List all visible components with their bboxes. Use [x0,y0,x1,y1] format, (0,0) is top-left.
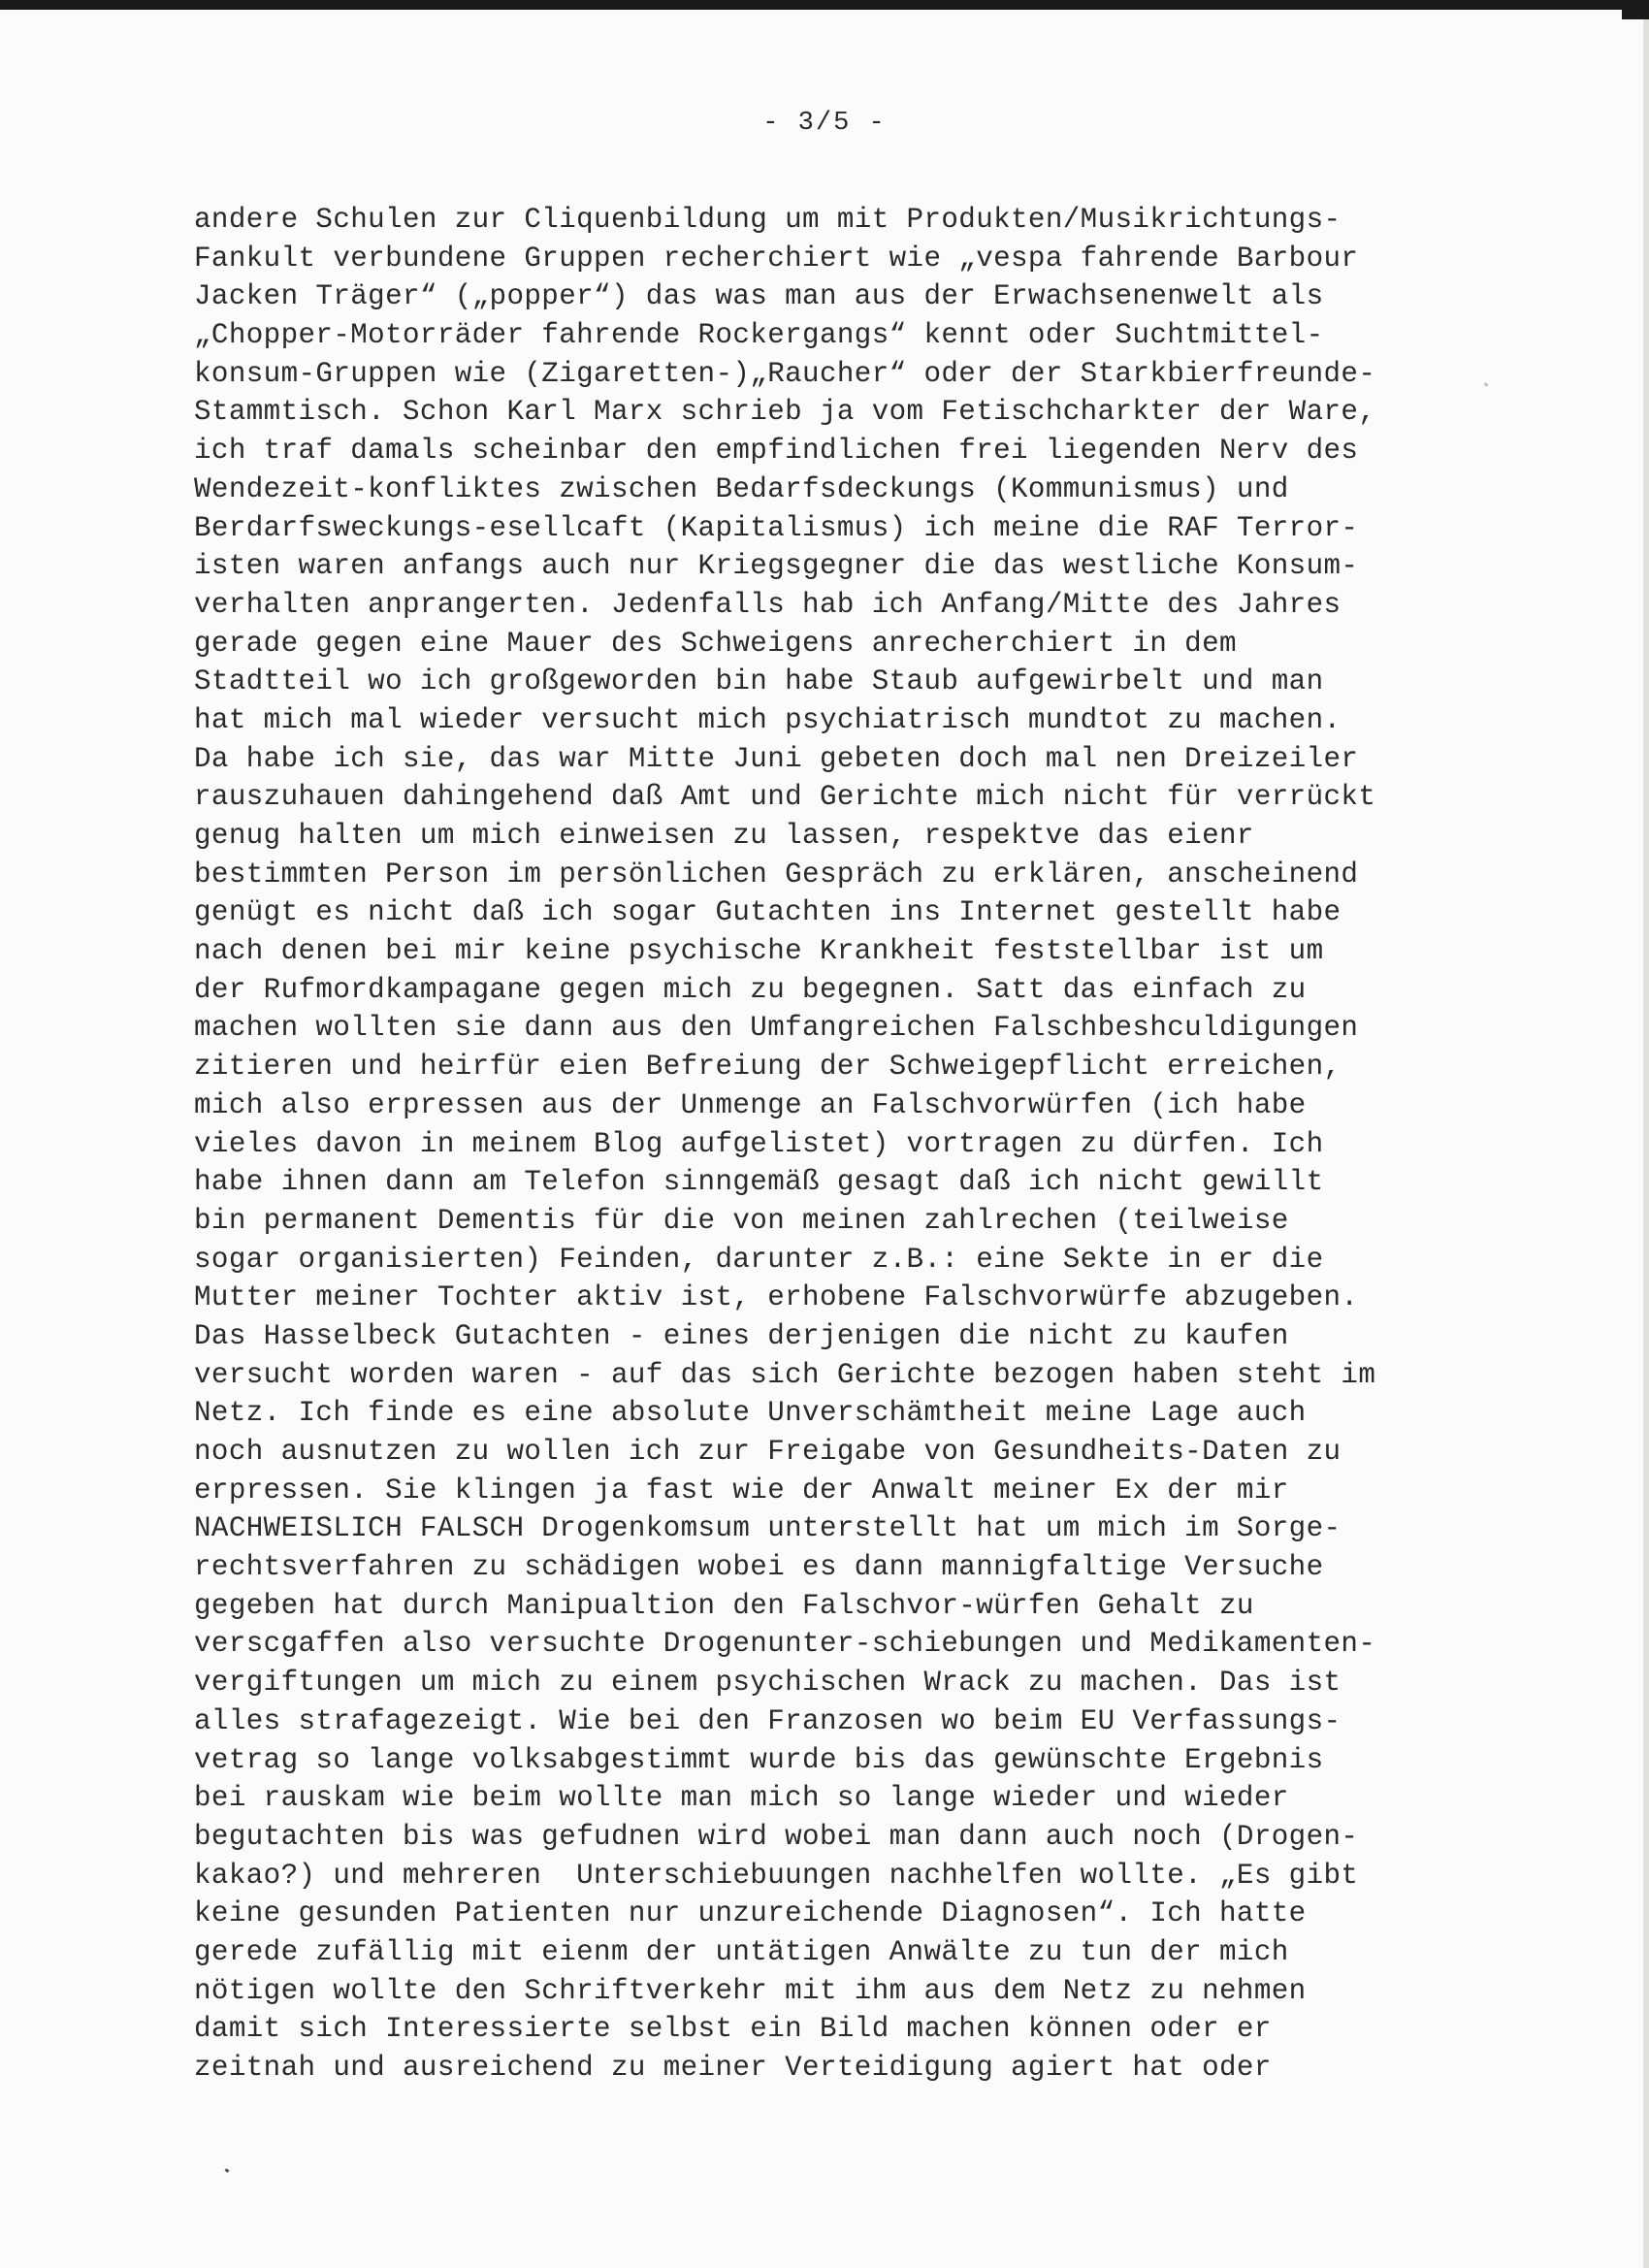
text-line: Wendezeit-konfliktes zwischen Bedarfsdeckungs (Kommunismus) und [194,472,1289,505]
text-line: vetrag so lange volksabgestimmt wurde bis das gewünschte Ergebnis [194,1743,1324,1776]
text-line: damit sich Interessierte selbst ein Bild machen können oder er [194,2013,1272,2046]
text-line: zeitnah und ausreichend zu meiner Verteidigung agiert hat oder [194,2052,1272,2084]
text-line: nötigen wollte den Schriftverkehr mit ihm aus dem Netz zu nehmen [194,1974,1307,2007]
text-line: ich traf damals scheinbar den empfindlichen frei liegenden Nerv des [194,435,1359,468]
text-line: versucht worden waren - auf das sich Gerichte bezogen haben steht im [194,1358,1376,1391]
text-line: Jacken Träger“ („popper“) das was man aus der Erwachsenenwelt als [194,280,1324,313]
text-line: verscgaffen also versuchte Drogenunter-schiebungen und Medikamenten- [194,1628,1376,1661]
text-line: konsum-Gruppen wie (Zigaretten-)„Raucher“ oder der Starkbierfreunde- [194,357,1376,390]
text-line: hat mich mal wieder versucht mich psychiatrisch mundtot zu machen. [194,703,1342,736]
text-line: andere Schulen zur Cliquenbildung um mit Produkten/Musikrichtungs- [194,204,1342,236]
text-line: machen wollten sie dann aus den Umfangreichen Falschbeshculdigungen [194,1012,1359,1045]
text-line: isten waren anfangs auch nur Kriegsgegner die das westliche Konsum- [194,550,1359,583]
text-line: habe ihnen dann am Telefon sinngemäß gesagt daß ich nicht gewillt [194,1166,1324,1199]
text-line: mich also erpressen aus der Unmenge an Falschvorwürfen (ich habe [194,1088,1307,1121]
text-line: erpressen. Sie klingen ja fast wie der Anwalt meiner Ex der mir [194,1474,1289,1507]
text-line: genügt es nicht daß ich sogar Gutachten ins Internet gestellt habe [194,896,1342,929]
scan-corner-mark [1622,0,1649,19]
text-line: alles strafagezeigt. Wie bei den Franzosen wo beim EU Verfassungs- [194,1704,1342,1737]
text-line: rauszuhauen dahingehend daß Amt und Gerichte mich nicht für verrückt [194,781,1376,814]
text-line: kakao?) und mehreren Unterschiebuungen nachhelfen wollte. „Es gibt [194,1859,1359,1892]
text-line: sogar organisierten) Feinden, darunter z.B.: eine Sekte in er die [194,1243,1324,1276]
text-line: noch ausnutzen zu wollen ich zur Freigabe von Gesundheits-Daten zu [194,1436,1342,1468]
body-text [194,201,1455,2088]
text-line: Stadtteil wo ich großgeworden bin habe Staub aufgewirbelt und man [194,665,1324,698]
text-line: vergiftungen um mich zu einem psychischen Wrack zu machen. Das ist [194,1667,1342,1700]
text-line: nach denen bei mir keine psychische Krankheit feststellbar ist um [194,935,1324,968]
text-line: gerede zufällig mit eienm der untätigen Anwälte zu tun der mich [194,1935,1289,1968]
text-line: Berdarfsweckungs-esellcaft (Kapitalismus) ich meine die RAF Terror- [194,511,1359,544]
text-line: gegeben hat durch Manipualtion den Falschvor-würfen Gehalt zu [194,1589,1254,1622]
text-line: bei rauskam wie beim wollte man mich so lange wieder und wieder [194,1782,1289,1815]
text-line: gerade gegen eine Mauer des Schweigens anrecherchiert in dem [194,627,1237,660]
text-line: vieles davon in meinem Blog aufgelistet) vortragen zu dürfen. Ich [194,1127,1324,1160]
text-line: rechtsverfahren zu schädigen wobei es dann mannigfaltige Versuche [194,1551,1324,1584]
text-line: verhalten anprangerten. Jedenfalls hab ich Anfang/Mitte des Jahres [194,588,1342,621]
text-line: bestimmten Person im persönlichen Gespräch zu erklären, anscheinend [194,858,1359,891]
text-line: „Chopper-Motorräder fahrende Rockergangs“ kennt oder Suchtmittel- [194,319,1324,352]
text-line: begutachten bis was gefudnen wird wobei man dann auch noch (Drogen- [194,1820,1359,1853]
text-line: Da habe ich sie, das war Mitte Juni gebeten doch mal nen Dreizeiler [194,742,1359,775]
text-line: der Rufmordkampagane gegen mich zu begegnen. Satt das einfach zu [194,973,1307,1006]
text-line: Stammtisch. Schon Karl Marx schrieb ja vom Fetischcharkter der Ware, [194,396,1376,429]
text-line: zitieren und heirfür eien Befreiung der Schweigepflicht erreichen, [194,1051,1342,1084]
text-line: NACHWEISLICH FALSCH Drogenkomsum unterstellt hat um mich im Sorge- [194,1512,1342,1545]
text-line: keine gesunden Patienten nur unzureichende Diagnosen“. Ich hatte [194,1897,1307,1930]
text-line: Mutter meiner Tochter aktiv ist, erhobene Falschvorwürfe abzugeben. [194,1281,1359,1314]
page-number: - 3/5 - [762,109,887,138]
text-line: bin permanent Dementis für die von meinen zahlrechen (teilweise [194,1204,1289,1237]
text-line: Das Hasselbeck Gutachten - eines derjenigen die nicht zu kaufen [194,1319,1289,1352]
text-line: genug halten um mich einweisen zu lassen, respektve das eienr [194,820,1254,852]
text-line: Netz. Ich finde es eine absolute Unverschämtheit meine Lage auch [194,1397,1307,1430]
text-line: Fankult verbundene Gruppen recherchiert wie „vespa fahrende Barbour [194,242,1359,275]
